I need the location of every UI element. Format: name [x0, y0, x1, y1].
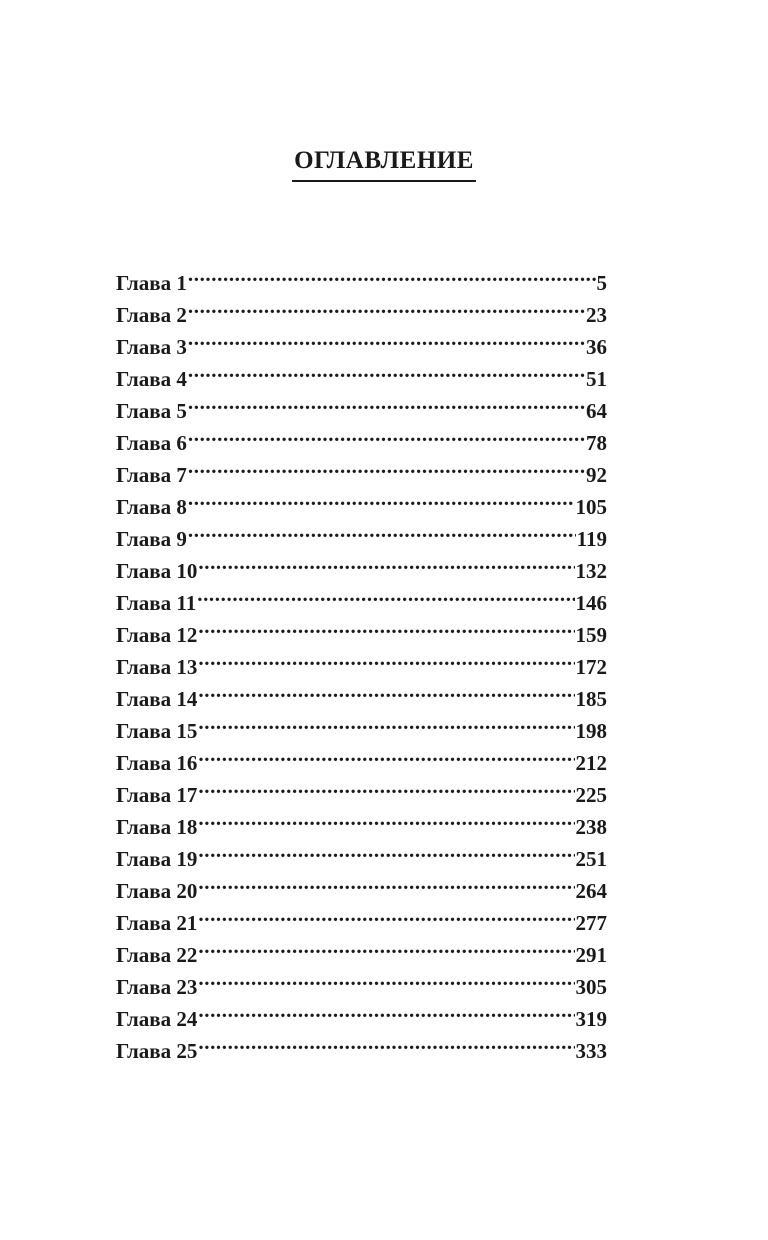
- toc-entry-label: Глава 21: [116, 911, 198, 930]
- toc-dot-leader: [187, 354, 585, 386]
- toc-entry: [116, 898, 607, 930]
- toc-entry-page-number: 51: [585, 363, 607, 386]
- toc-entry-label: Глава 22: [116, 943, 198, 962]
- toc-entry-page-number: 198: [575, 715, 608, 738]
- toc-entry-label: Глава 25: [116, 1039, 198, 1058]
- toc-entry-label: Глава 15: [116, 719, 198, 738]
- toc-entry-label: Глава 19: [116, 847, 198, 866]
- toc-entry-page-number: 319: [575, 1003, 608, 1026]
- toc-entry: [116, 610, 607, 642]
- toc-entry: [116, 802, 607, 834]
- toc-entry-page-number: 105: [575, 491, 608, 514]
- toc-entry: [116, 322, 607, 354]
- toc-dot-leader: [187, 418, 585, 450]
- toc-entry-page-number: 146: [575, 587, 608, 610]
- toc-entry-page-number: 132: [575, 555, 608, 578]
- toc-entry: [116, 962, 607, 994]
- toc-entry: [116, 258, 607, 290]
- toc-entry-label: Глава 23: [116, 975, 198, 994]
- toc-entry-page-number: 277: [575, 907, 608, 930]
- toc-dot-leader: [197, 802, 574, 834]
- toc-entry-label: Глава 12: [116, 623, 198, 642]
- page-title: ОГЛАВЛЕНИЕ: [292, 146, 476, 182]
- heading-container: [0, 146, 768, 182]
- toc-entry-page-number: 172: [575, 651, 608, 674]
- toc-entry: [116, 418, 607, 450]
- toc-entry-page-number: 78: [585, 427, 607, 450]
- toc-entry-label: Глава 18: [116, 815, 198, 834]
- toc-entry-label: Глава 24: [116, 1007, 198, 1026]
- toc-dot-leader: [197, 898, 574, 930]
- toc-dot-leader: [197, 610, 574, 642]
- toc-entry-label: Глава 20: [116, 879, 198, 898]
- toc-entry-label: Глава 9: [116, 527, 187, 546]
- toc-entry-label: Глава 8: [116, 495, 187, 514]
- toc-dot-leader: [197, 834, 574, 866]
- toc-entry-page-number: 92: [585, 459, 607, 482]
- toc-entry-label: Глава 4: [116, 367, 187, 386]
- toc-entry-page-number: 333: [575, 1035, 608, 1058]
- toc-entry-page-number: 64: [585, 395, 607, 418]
- toc-dot-leader: [187, 482, 575, 514]
- toc-entry-label: Глава 6: [116, 431, 187, 450]
- toc-dot-leader: [197, 866, 574, 898]
- toc-entry-page-number: 23: [585, 299, 607, 322]
- toc-entry: [116, 546, 607, 578]
- toc-entry-page-number: 225: [575, 779, 608, 802]
- toc-entry: [116, 770, 607, 802]
- toc-dot-leader: [197, 546, 574, 578]
- toc-entry: [116, 706, 607, 738]
- toc-entry: [116, 354, 607, 386]
- toc-dot-leader: [187, 386, 585, 418]
- toc-entry-label: Глава 1: [116, 271, 187, 290]
- toc-entry-label: Глава 10: [116, 559, 198, 578]
- toc-dot-leader: [197, 674, 574, 706]
- toc-entry: [116, 930, 607, 962]
- toc-entry: [116, 994, 607, 1026]
- toc-entry: [116, 834, 607, 866]
- toc-entry: [116, 1026, 607, 1058]
- toc-entry: [116, 450, 607, 482]
- toc-dot-leader: [197, 770, 574, 802]
- toc-entry-page-number: 264: [575, 875, 608, 898]
- toc-entry-label: Глава 7: [116, 463, 187, 482]
- toc-entry: [116, 290, 607, 322]
- toc-entry-page-number: 5: [596, 267, 608, 290]
- toc-entry: [116, 738, 607, 770]
- toc-entry: [116, 578, 607, 610]
- toc-entry-page-number: 251: [575, 843, 608, 866]
- toc-entry-page-number: 305: [575, 971, 608, 994]
- toc-dot-leader: [197, 962, 574, 994]
- toc-dot-leader: [196, 578, 574, 610]
- toc-dot-leader: [197, 994, 574, 1026]
- toc-entry-label: Глава 2: [116, 303, 187, 322]
- toc-entry: [116, 642, 607, 674]
- toc-dot-leader: [187, 450, 585, 482]
- toc-dot-leader: [197, 642, 574, 674]
- toc-entry-label: Глава 16: [116, 751, 198, 770]
- toc-dot-leader: [197, 930, 574, 962]
- toc-entry-page-number: 159: [575, 619, 608, 642]
- toc-entry-label: Глава 14: [116, 687, 198, 706]
- toc-dot-leader: [187, 290, 585, 322]
- toc-entry: [116, 674, 607, 706]
- toc-entry: [116, 866, 607, 898]
- toc-entry: [116, 386, 607, 418]
- toc-entry-label: Глава 11: [116, 591, 197, 610]
- toc-entry-page-number: 119: [576, 523, 607, 546]
- toc-dot-leader: [197, 1026, 574, 1058]
- toc-entry-label: Глава 17: [116, 783, 198, 802]
- toc-dot-leader: [197, 706, 574, 738]
- table-of-contents: [116, 258, 607, 1058]
- toc-dot-leader: [187, 514, 576, 546]
- toc-dot-leader: [187, 322, 585, 354]
- toc-entry-page-number: 185: [575, 683, 608, 706]
- toc-entry: [116, 514, 607, 546]
- toc-entry-label: Глава 3: [116, 335, 187, 354]
- toc-entry-page-number: 212: [575, 747, 608, 770]
- toc-entry-page-number: 36: [585, 331, 607, 354]
- toc-entry-page-number: 291: [575, 939, 608, 962]
- toc-entry-label: Глава 5: [116, 399, 187, 418]
- toc-entry-label: Глава 13: [116, 655, 198, 674]
- toc-entry: [116, 482, 607, 514]
- toc-entry-page-number: 238: [575, 811, 608, 834]
- toc-dot-leader: [197, 738, 574, 770]
- toc-dot-leader: [187, 258, 596, 290]
